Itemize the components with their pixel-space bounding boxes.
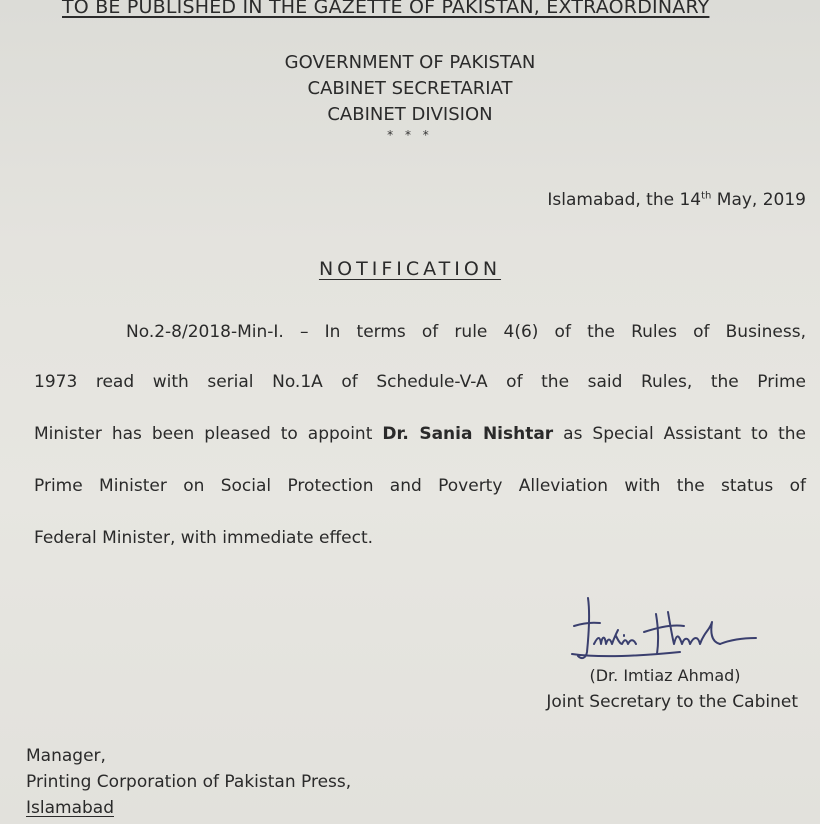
- date-ordinal: th: [701, 190, 712, 202]
- separator-stars: * * *: [387, 128, 433, 142]
- addressee-line-3: Islamabad: [26, 798, 114, 818]
- date-line: [547, 190, 806, 210]
- body-line-1: No.2-8/2018-Min-I. – In terms of rule 4(6) of the Rules of Business,: [126, 322, 806, 342]
- body-line-5: Federal Minister, with immediate effect.: [34, 528, 374, 548]
- appointee-name: Dr. Sania Nishtar: [382, 424, 554, 444]
- date-prefix: Islamabad, the 14: [547, 190, 702, 210]
- body-line-3-start: Minister has been pleased to appoint: [34, 424, 383, 444]
- secretariat-heading: CABINET SECRETARIAT: [307, 78, 513, 99]
- body-line-4: Prime Minister on Social Protection and Poverty Alleviation with the status of: [34, 476, 806, 496]
- addressee-line-2: Printing Corporation of Pakistan Press,: [26, 772, 352, 792]
- division-heading: CABINET DIVISION: [327, 104, 493, 125]
- signer-name: (Dr. Imtiaz Ahmad): [589, 666, 741, 685]
- body-line-3: [34, 424, 806, 444]
- government-heading: GOVERNMENT OF PAKISTAN: [284, 52, 536, 73]
- notification-title: NOTIFICATION: [318, 258, 502, 280]
- date-suffix: May, 2019: [711, 190, 806, 210]
- signature-image: [560, 592, 770, 664]
- signer-title: Joint Secretary to the Cabinet: [546, 692, 798, 712]
- gazette-heading: TO BE PUBLISHED IN THE GAZETTE OF PAKISTAN, EXTRAORDINARY: [62, 0, 710, 18]
- body-line-2: 1973 read with serial No.1A of Schedule-V-A of the said Rules, the Prime: [34, 372, 806, 392]
- body-line-3-end: as Special Assistant to the: [553, 424, 806, 444]
- addressee-line-1: Manager,: [26, 746, 106, 766]
